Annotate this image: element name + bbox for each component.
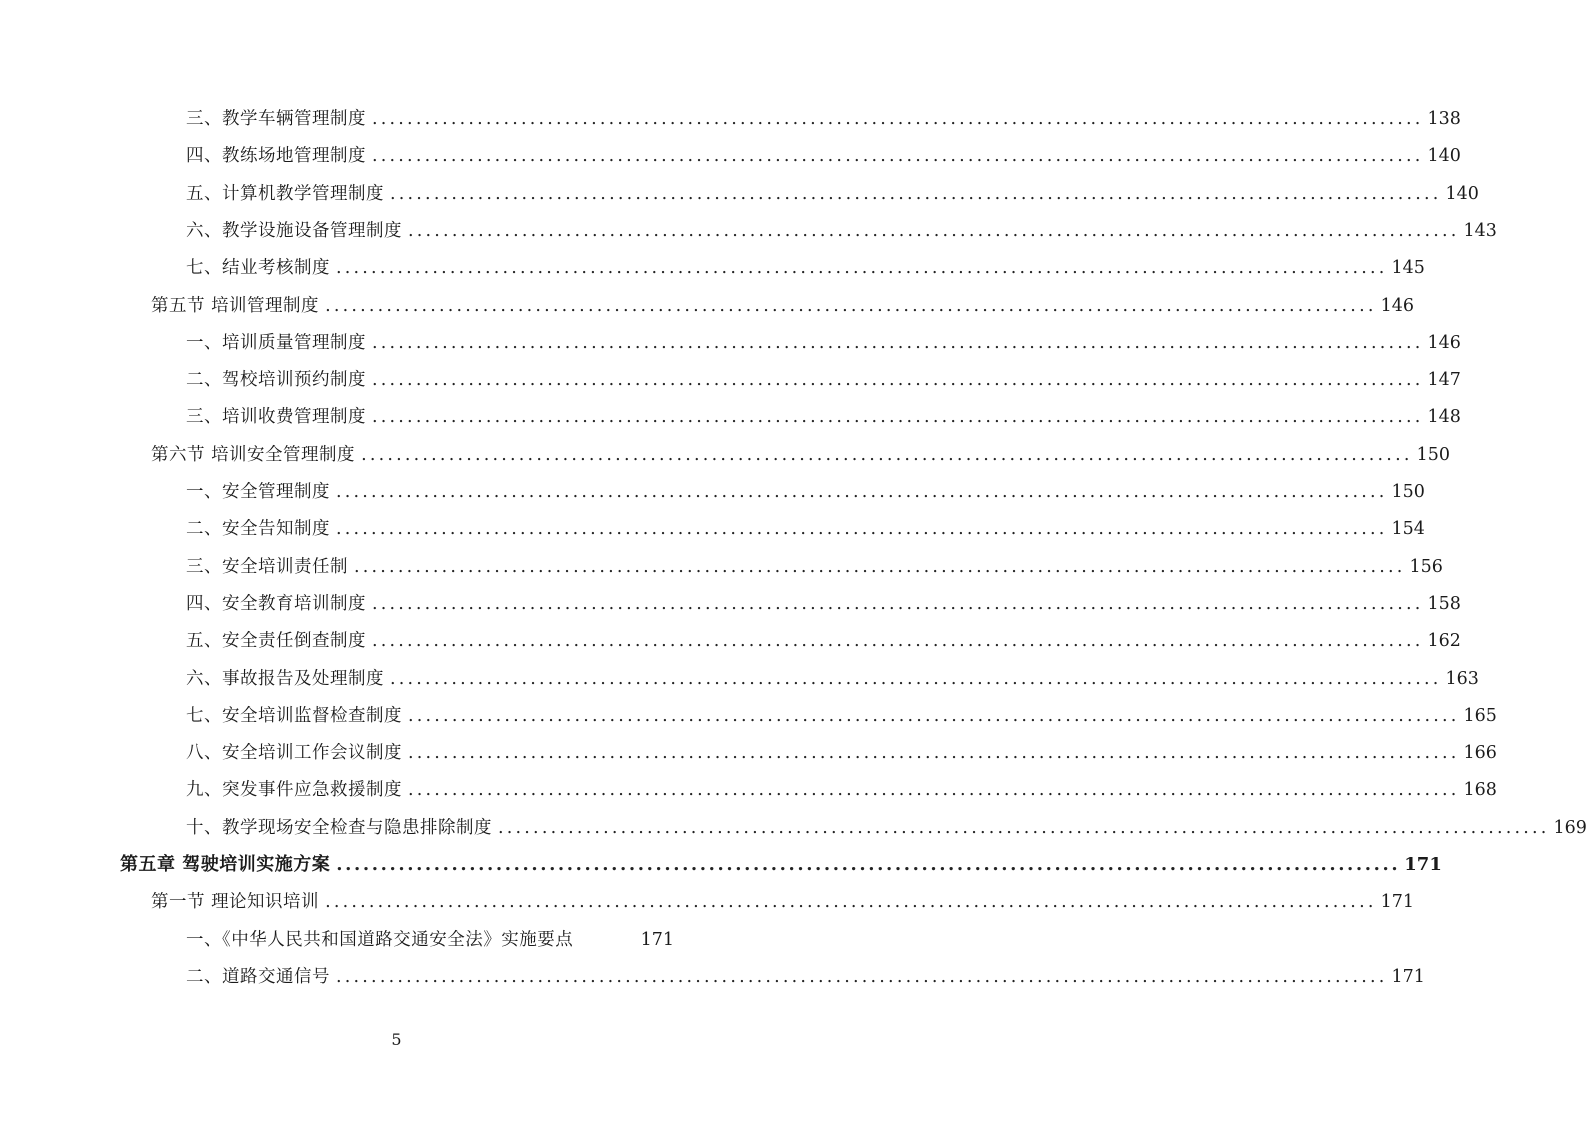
toc-entry-title: 七、结业考核制度 [186,258,330,279]
toc-leader-dots: ........................................................................................................................ [354,556,1406,577]
toc-entry[interactable] [186,776,1497,804]
toc-leader-dots: ........................................................................................................................ [325,892,1377,913]
toc-leader-dots: ........................................................................................................................ [372,593,1424,614]
toc-entry-title: 第五章 驾驶培训实施方案 [120,854,331,875]
toc-leader-dots: ........................................................................................................................ [372,146,1424,167]
toc-entry-title: 八、安全培训工作会议制度 [186,743,402,764]
toc-entry-title: 一、安全管理制度 [186,482,330,502]
toc-entry[interactable] [186,702,1497,730]
toc-entry-page: 158 [1427,593,1461,614]
toc-entry-page: 140 [1445,183,1479,204]
toc-entry[interactable] [186,627,1461,655]
toc-entry-title: 四、安全教育培训制度 [186,593,366,614]
toc-entry[interactable] [186,665,1479,693]
toc-leader-dots: ........................................................................................................................ [390,183,1442,204]
toc-entry-page: 171 [1391,966,1425,987]
toc-leader-dots: ........................................................................................................................ [408,705,1460,726]
toc-entry-title: 十、教学现场安全检查与隐患排除制度 [186,817,492,838]
toc-leader-dots: ........................................................................................................................ [372,631,1424,652]
toc-entry-page: 146 [1427,332,1461,353]
toc-entry-title: 三、安全培训责任制 [186,556,348,577]
toc-entry-title: 二、安全告知制度 [186,519,330,540]
toc-entry[interactable] [186,329,1461,357]
toc-entry-page: 163 [1445,668,1479,689]
toc-entry-title: 六、教学设施设备管理制度 [186,220,402,241]
toc-leader-dots: ........................................................................................................................ [325,295,1377,316]
toc-entry[interactable] [186,366,1461,394]
toc-entry-page: 171 [1404,854,1442,875]
toc-entry[interactable] [186,963,1425,991]
toc-entry[interactable] [186,515,1425,543]
toc-entry[interactable] [186,553,1443,581]
toc-leader-dots: ........................................................................................................................ [498,817,1550,838]
toc-leader-dots: ........................................................................................................................ [408,743,1460,764]
toc-entry-title: 四、教练场地管理制度 [186,146,366,167]
toc-entry[interactable] [186,217,1497,245]
toc-entry-title: 第一节 理论知识培训 [151,892,320,913]
toc-leader-dots: ........................................................................................................................ [372,332,1424,353]
toc-entry-title: 一、培训质量管理制度 [186,332,366,353]
toc-entry[interactable] [186,739,1497,767]
toc-leader-dots: ........................................................................................................................ [336,854,1401,875]
toc-entry-page: 169 [1553,817,1587,838]
toc-leader-dots: ........................................................................................................................ [336,258,1388,279]
toc-entry-title: 三、培训收费管理制度 [186,407,366,428]
toc-entry[interactable] [151,441,1450,469]
toc-leader-dots: ........................................................................................................................ [336,966,1388,987]
toc-entry-page: 138 [1427,109,1461,129]
toc-entry-page: 154 [1391,519,1425,540]
toc-entry-title: 五、计算机教学管理制度 [186,183,384,204]
toc-leader-dots: ........................................................................................................................ [361,444,1413,465]
toc-entry-title: 二、道路交通信号 [186,966,330,987]
toc-entry-page: 146 [1380,295,1414,316]
toc-entry-page: 156 [1409,556,1443,577]
toc-entry-page: 148 [1427,407,1461,428]
toc-entry-page: 150 [1391,482,1425,502]
toc-leader-dots: ........................................................................................................................ [408,220,1460,241]
toc-entry[interactable] [120,851,1442,879]
toc-entry-page: 145 [1391,258,1425,279]
toc-entry-page: 166 [1463,743,1497,764]
toc-entry-title: 二、驾校培训预约制度 [186,370,366,391]
toc-entry-page: 168 [1463,780,1497,801]
toc-entry[interactable] [186,180,1479,208]
toc-entry-page: 140 [1427,146,1461,167]
toc-entry[interactable] [186,478,1425,506]
toc-entry-title: 一、《中华人民共和国道路交通安全法》实施要点 [186,929,574,950]
toc-leader-dots: ........................................................................................................................ [372,109,1424,129]
toc-entry-title: 五、安全责任倒查制度 [186,631,366,652]
toc-leader-dots: ........................................................................................................................ [372,407,1424,428]
toc-entry-page: 165 [1463,705,1497,726]
toc-entry-title: 第五节 培训管理制度 [151,295,320,316]
toc-leader-dots: ........................................................................................................................ [336,519,1388,540]
toc-entry[interactable] [186,814,1587,842]
toc-entry-page: 143 [1463,220,1497,241]
toc-entry-title: 九、突发事件应急救援制度 [186,780,402,801]
toc-entry[interactable] [186,403,1461,431]
toc-entry[interactable] [186,926,674,954]
toc-entry-page: 171 [1380,892,1414,913]
toc-entry[interactable] [186,254,1425,282]
toc-leader-dots: ........................................................................................................................ [408,780,1460,801]
toc-entry[interactable] [186,142,1461,170]
toc-entry-page: 171 [640,929,674,950]
toc-entry[interactable] [151,292,1414,320]
toc-entry-page: 162 [1427,631,1461,652]
toc-entry-title: 六、事故报告及处理制度 [186,668,384,689]
toc-entry[interactable] [186,105,1461,133]
page-number: 5 [391,1030,402,1049]
toc-leader-dots: ........................................................................................................................ [372,370,1424,391]
toc-entry-title: 第六节 培训安全管理制度 [151,444,356,465]
toc-leader-dots: ........................................................................................................................ [336,482,1388,502]
toc-entry-page: 147 [1427,370,1461,391]
toc-entry-title: 三、教学车辆管理制度 [186,109,366,129]
toc-entry[interactable] [186,590,1461,618]
toc-entry-title: 七、安全培训监督检查制度 [186,705,402,726]
toc-entry-page: 150 [1416,444,1450,465]
toc-entry[interactable] [151,888,1414,916]
toc-leader-dots: ........................................................................................................................ [390,668,1442,689]
